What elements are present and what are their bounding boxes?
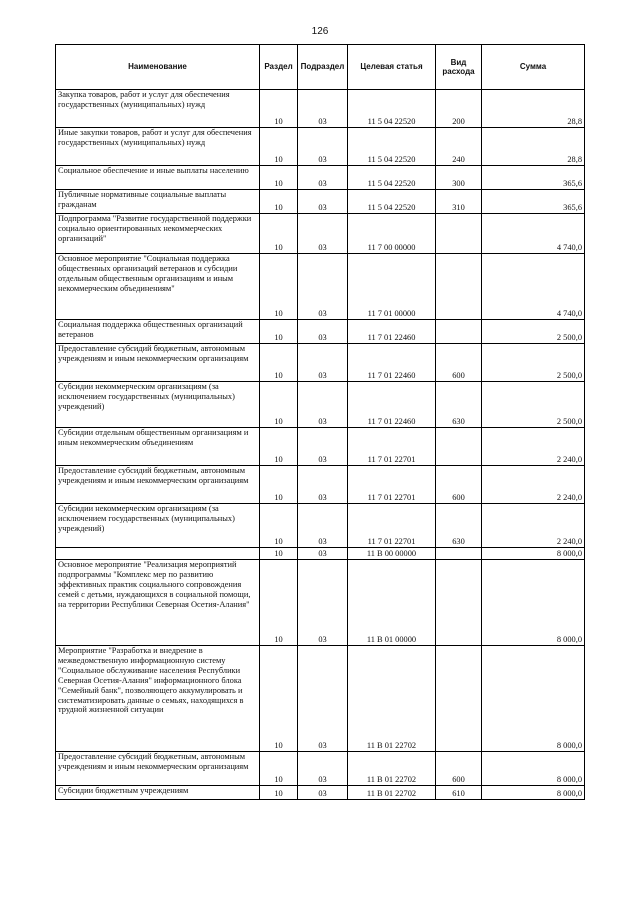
cell-sum: 2 500,0 [482, 320, 585, 344]
cell-type: 610 [436, 786, 482, 800]
cell-sum: 365,6 [482, 166, 585, 190]
cell-section: 10 [260, 90, 298, 128]
cell-subsection: 03 [298, 752, 348, 786]
cell-subsection: 03 [298, 560, 348, 646]
cell-name: Предоставление субсидий бюджетным, автономным учреждениям и иным некоммерческим организациям [56, 752, 260, 786]
cell-name: Субсидии бюджетным учреждениям [56, 786, 260, 800]
cell-type [436, 560, 482, 646]
cell-subsection: 03 [298, 214, 348, 254]
table-row [56, 190, 585, 214]
cell-subsection: 03 [298, 344, 348, 382]
table-row [56, 428, 585, 466]
cell-subsection: 03 [298, 128, 348, 166]
cell-section: 10 [260, 786, 298, 800]
table-row [56, 646, 585, 752]
cell-name: Иные закупки товаров, работ и услуг для обеспечения государственных (муниципальных) нужд [56, 128, 260, 166]
cell-section: 10 [260, 214, 298, 254]
column-header-subsection: Подраздел [298, 45, 348, 90]
cell-target: 11 5 04 22520 [348, 90, 436, 128]
cell-type: 240 [436, 128, 482, 166]
cell-sum: 2 500,0 [482, 344, 585, 382]
cell-target: 11 7 01 22460 [348, 320, 436, 344]
cell-name: Социальная поддержка общественных организаций ветеранов [56, 320, 260, 344]
cell-section: 10 [260, 560, 298, 646]
cell-sum: 2 240,0 [482, 466, 585, 504]
cell-section: 10 [260, 128, 298, 166]
cell-section: 10 [260, 254, 298, 320]
cell-sum: 28,8 [482, 128, 585, 166]
cell-sum: 8 000,0 [482, 646, 585, 752]
table-row [56, 560, 585, 646]
cell-subsection: 03 [298, 504, 348, 548]
cell-type: 600 [436, 752, 482, 786]
cell-name: Закупка товаров, работ и услуг для обеспечения государственных (муниципальных) нужд [56, 90, 260, 128]
column-header-sum: Сумма [482, 45, 585, 90]
column-header-type: Вид расхода [436, 45, 482, 90]
cell-section: 10 [260, 166, 298, 190]
table-body [56, 90, 585, 800]
cell-target: 11 В 01 22702 [348, 752, 436, 786]
cell-type: 600 [436, 466, 482, 504]
cell-type: 310 [436, 190, 482, 214]
cell-subsection: 03 [298, 90, 348, 128]
table-row [56, 752, 585, 786]
table-row [56, 320, 585, 344]
cell-subsection: 03 [298, 382, 348, 428]
cell-target: 11 7 01 22701 [348, 428, 436, 466]
cell-subsection: 03 [298, 190, 348, 214]
cell-target: 11 7 00 00000 [348, 214, 436, 254]
cell-sum: 2 500,0 [482, 382, 585, 428]
cell-subsection: 03 [298, 466, 348, 504]
table-row [56, 254, 585, 320]
table-row [56, 786, 585, 800]
cell-name: Основное мероприятие "Социальная поддержка общественных организаций ветеранов и субсидии отдельным общественным организациям и иным некоммерческим объединениям" [56, 254, 260, 320]
column-header-name: Наименование [56, 45, 260, 90]
table-row [56, 504, 585, 548]
cell-sum: 8 000,0 [482, 786, 585, 800]
cell-sum: 8 000,0 [482, 752, 585, 786]
column-header-target: Целевая статья [348, 45, 436, 90]
cell-target: 11 7 01 22460 [348, 344, 436, 382]
page-number: 126 [311, 26, 329, 37]
table-row [56, 128, 585, 166]
cell-type [436, 320, 482, 344]
cell-sum: 8 000,0 [482, 548, 585, 560]
cell-type: 630 [436, 504, 482, 548]
cell-subsection: 03 [298, 254, 348, 320]
cell-name: Предоставление субсидий бюджетным, автономным учреждениям и иным некоммерческим организациям [56, 466, 260, 504]
cell-target: 11 В 00 00000 [348, 548, 436, 560]
cell-section: 10 [260, 752, 298, 786]
cell-subsection: 03 [298, 786, 348, 800]
cell-subsection: 03 [298, 428, 348, 466]
cell-section: 10 [260, 428, 298, 466]
table-row [56, 166, 585, 190]
cell-section: 10 [260, 344, 298, 382]
cell-type [436, 254, 482, 320]
cell-subsection: 03 [298, 166, 348, 190]
cell-sum: 4 740,0 [482, 254, 585, 320]
cell-type: 630 [436, 382, 482, 428]
cell-name: Субсидии некоммерческим организациям (за исключением государственных (муниципальных) учреждений) [56, 382, 260, 428]
table-row [56, 214, 585, 254]
table-row [56, 548, 585, 560]
budget-table [55, 44, 585, 800]
cell-type: 200 [436, 90, 482, 128]
cell-section: 10 [260, 504, 298, 548]
cell-type [436, 428, 482, 466]
cell-section: 10 [260, 190, 298, 214]
cell-target: 11 7 01 22701 [348, 466, 436, 504]
cell-subsection: 03 [298, 548, 348, 560]
cell-section: 10 [260, 466, 298, 504]
cell-sum: 2 240,0 [482, 504, 585, 548]
cell-section: 10 [260, 646, 298, 752]
cell-sum: 28,8 [482, 90, 585, 128]
table-row [56, 466, 585, 504]
cell-target: 11 7 01 22701 [348, 504, 436, 548]
cell-type [436, 646, 482, 752]
cell-target: 11 В 01 00000 [348, 560, 436, 646]
cell-sum: 4 740,0 [482, 214, 585, 254]
cell-sum: 365,6 [482, 190, 585, 214]
cell-name: Подпрограмма "Развитие государственной поддержки социально ориентированных некоммерческих организаций" [56, 214, 260, 254]
cell-name [56, 548, 260, 560]
table-row [56, 344, 585, 382]
cell-section: 10 [260, 320, 298, 344]
cell-name: Субсидии некоммерческим организациям (за исключением государственных (муниципальных) учреждений) [56, 504, 260, 548]
cell-name: Субсидии отдельным общественным организациям и иным некоммерческим объединениям [56, 428, 260, 466]
cell-sum: 8 000,0 [482, 560, 585, 646]
cell-target: 11 7 01 00000 [348, 254, 436, 320]
cell-section: 10 [260, 548, 298, 560]
cell-target: 11 5 04 22520 [348, 128, 436, 166]
column-header-section: Раздел [260, 45, 298, 90]
cell-target: 11 7 01 22460 [348, 382, 436, 428]
cell-subsection: 03 [298, 646, 348, 752]
cell-subsection: 03 [298, 320, 348, 344]
cell-name: Публичные нормативные социальные выплаты гражданам [56, 190, 260, 214]
cell-name: Социальное обеспечение и иные выплаты населению [56, 166, 260, 190]
cell-type [436, 214, 482, 254]
cell-name: Предоставление субсидий бюджетным, автономным учреждениям и иным некоммерческим организациям [56, 344, 260, 382]
table-row [56, 382, 585, 428]
cell-type: 600 [436, 344, 482, 382]
cell-name: Мероприятие "Разработка и внедрение в межведомственную информационную систему "Социальное обслуживание населения Республики Северная Осетия-Алания" информационного блока "Семейный банк", позволяющего аккумулировать и систематизировать данные о семьях, находящихся в трудной жизненной ситуации [56, 646, 260, 752]
cell-section: 10 [260, 382, 298, 428]
table-row [56, 90, 585, 128]
cell-target: 11 5 04 22520 [348, 166, 436, 190]
cell-name: Основное мероприятие "Реализация мероприятий подпрограммы "Комплекс мер по развитию эффективных практик социального сопровождения семей с детьми, нуждающихся в социальной помощи, на территории Республики Северная Осетия-Алания" [56, 560, 260, 646]
cell-target: 11 В 01 22702 [348, 786, 436, 800]
cell-sum: 2 240,0 [482, 428, 585, 466]
table-header-row [56, 45, 585, 90]
cell-type [436, 548, 482, 560]
cell-target: 11 5 04 22520 [348, 190, 436, 214]
cell-type: 300 [436, 166, 482, 190]
cell-target: 11 В 01 22702 [348, 646, 436, 752]
